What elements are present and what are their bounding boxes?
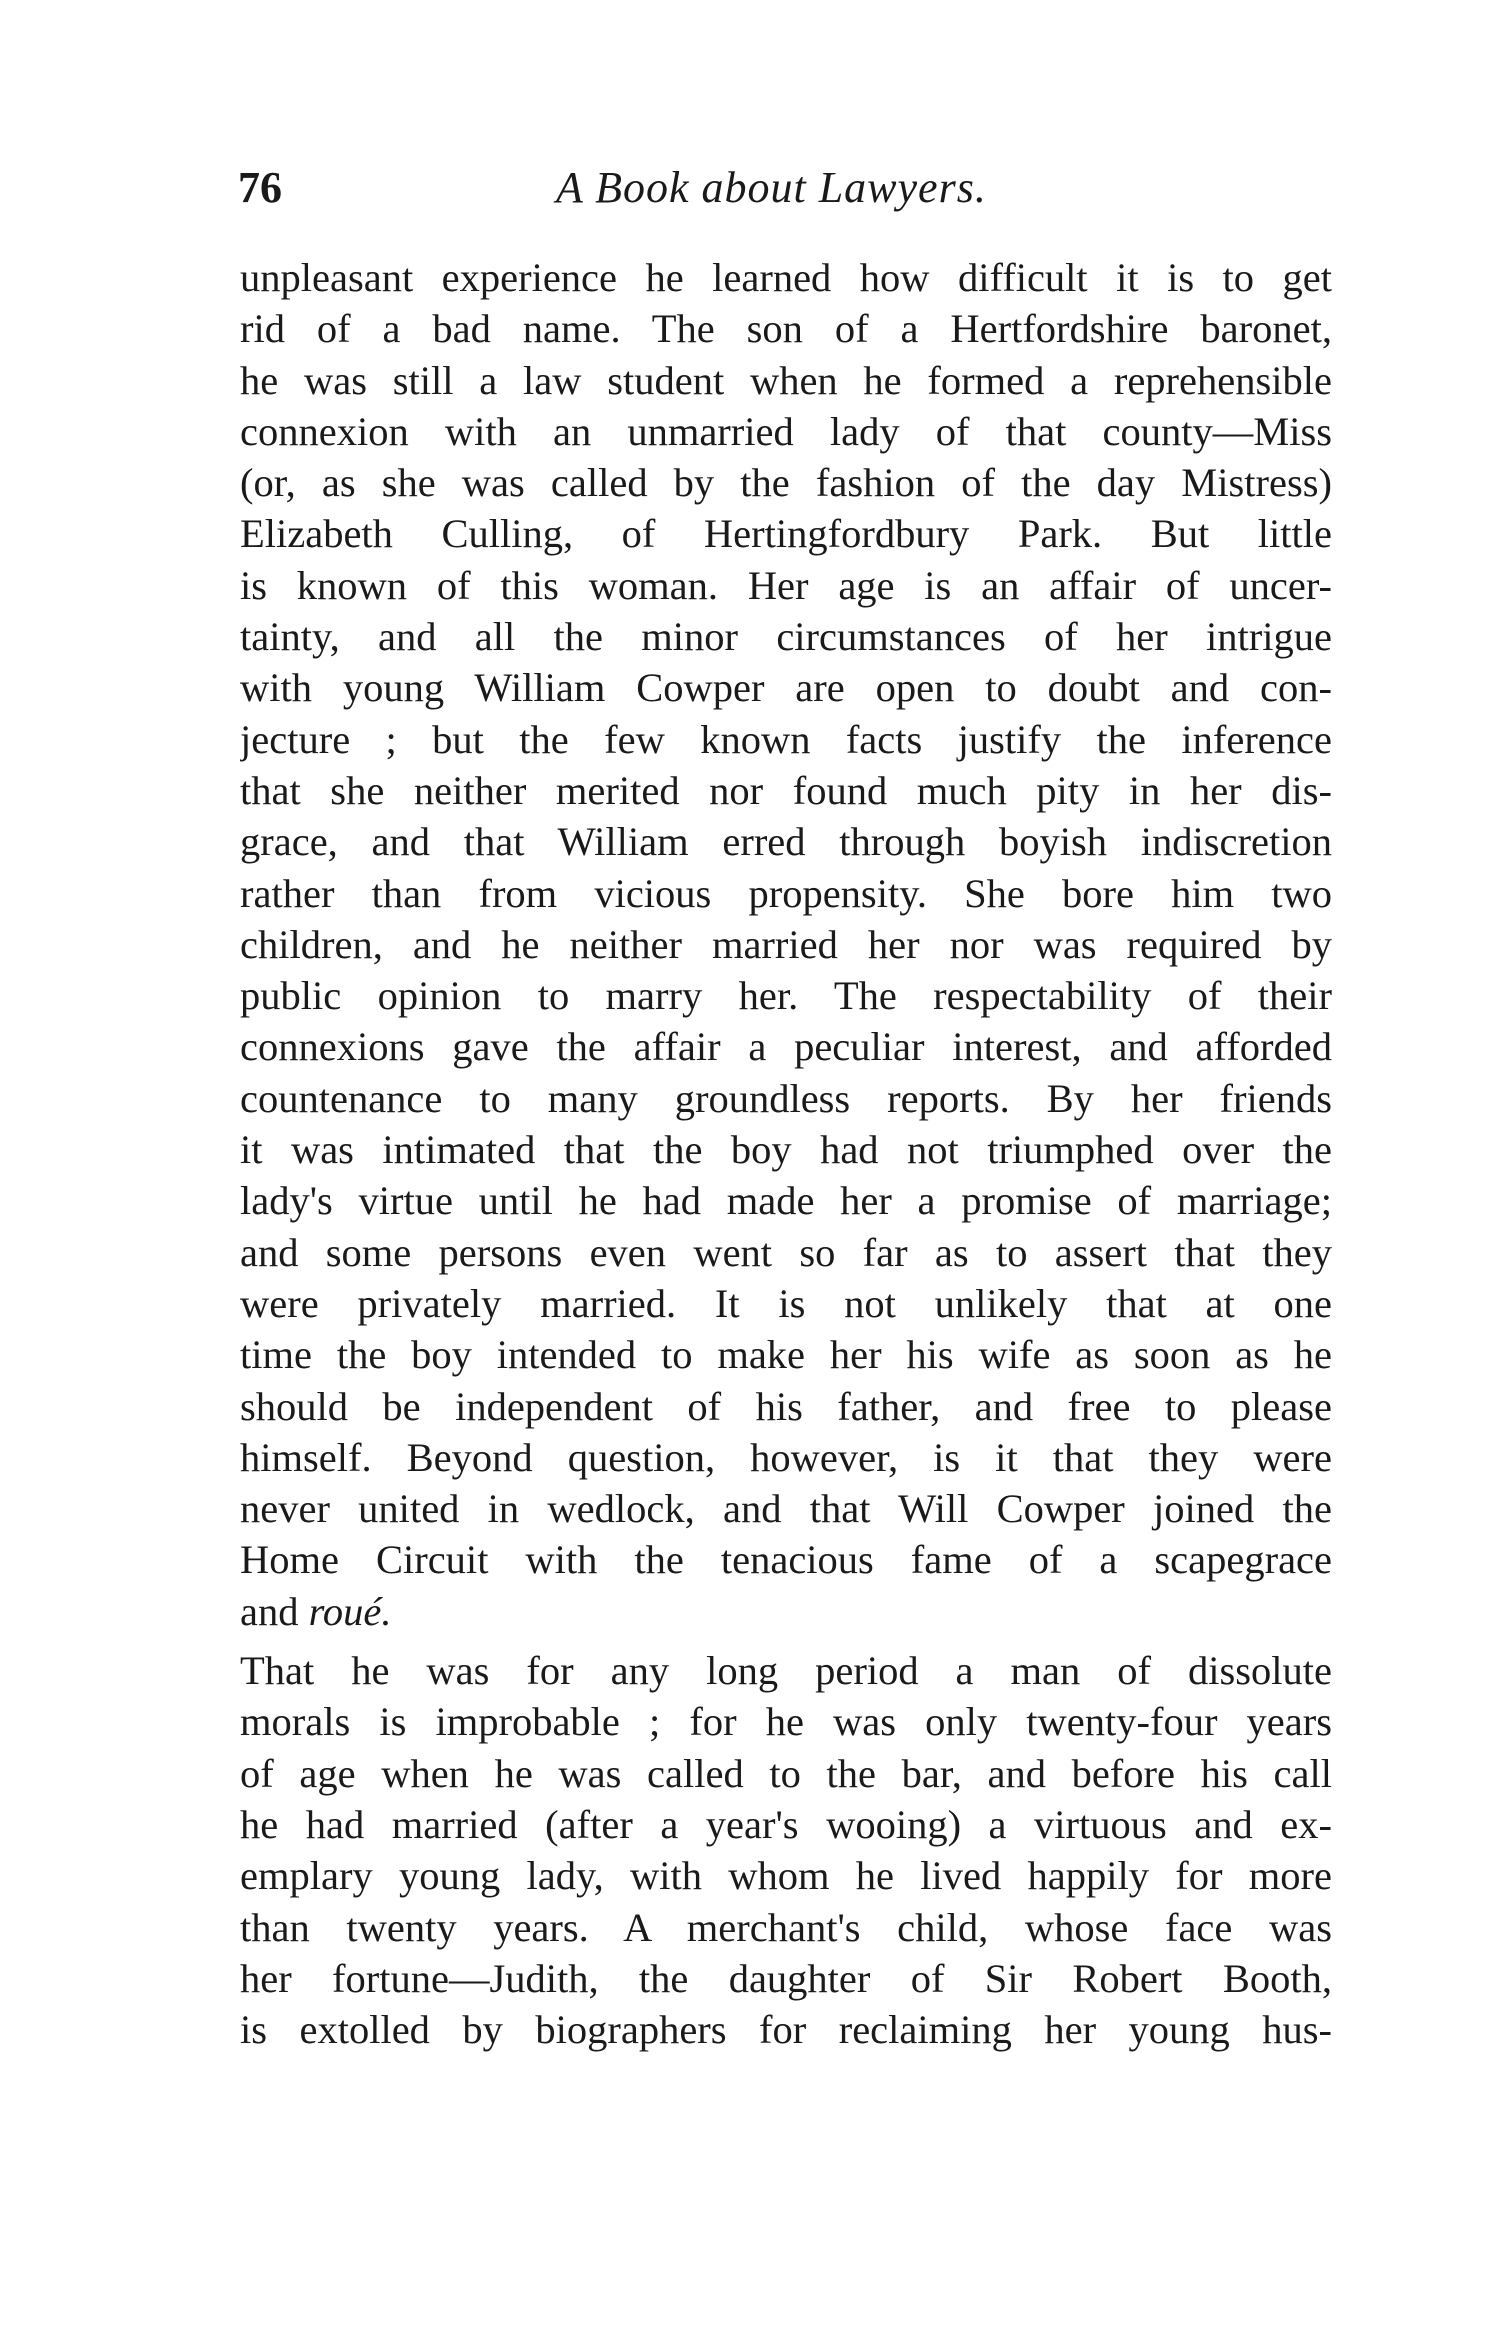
text-line: connexion with an unmarried lady of that county—Miss: [240, 408, 1332, 454]
text-line-final: [240, 1586, 1332, 1637]
text-line: Home Circuit with the tenacious fame of a scapegrace: [240, 1537, 1332, 1583]
text-line: never united in wedlock, and that Will Cowper joined the: [240, 1486, 1332, 1532]
text-line: lady's virtue until he had made her a promise of marriage;: [240, 1178, 1332, 1224]
text-line: he was still a law student when he formed a reprehensible: [240, 357, 1332, 403]
page-number: 76: [238, 163, 282, 212]
text-line: children, and he neither married her nor was required by: [240, 921, 1332, 967]
italic-word: roué.: [308, 1588, 392, 1634]
text-line: jecture ; but the few known facts justify the inference: [240, 716, 1332, 762]
text-line: with young William Cowper are open to doubt and con-: [240, 665, 1332, 711]
final-line-prefix: and: [240, 1588, 309, 1634]
running-head: [238, 158, 1328, 218]
text-line: were privately married. It is not unlikely that at one: [240, 1280, 1332, 1326]
paragraph-2: [240, 1645, 1332, 2055]
text-line: countenance to many groundless reports. By her friends: [240, 1075, 1332, 1121]
paragraph-gap: [240, 1637, 1332, 1645]
text-line: emplary young lady, with whom he lived happily for more: [240, 1853, 1332, 1899]
text-line: than twenty years. A merchant's child, whose face was: [240, 1904, 1332, 1950]
text-line: public opinion to marry her. The respectability of their: [240, 973, 1332, 1019]
text-line: unpleasant experience he learned how difficult it is to get: [240, 255, 1332, 300]
text-line: is extolled by biographers for reclaiming her young hus-: [240, 2007, 1332, 2053]
text-line: rid of a bad name. The son of a Hertfordshire baronet,: [240, 306, 1332, 352]
text-line: tainty, and all the minor circumstances of her intrigue: [240, 614, 1332, 660]
body-text: [240, 252, 1332, 2055]
text-line: should be independent of his father, and free to please: [240, 1383, 1332, 1429]
text-line: grace, and that William erred through boyish indiscretion: [240, 819, 1332, 865]
paragraph-1: [240, 252, 1332, 1637]
running-title: A Book about Lawyers.: [556, 163, 987, 212]
text-line: is known of this woman. Her age is an affair of uncer-: [240, 562, 1332, 608]
text-line: That he was for any long period a man of dissolute: [240, 1648, 1332, 1694]
text-line: he had married (after a year's wooing) a virtuous and ex-: [240, 1801, 1332, 1847]
text-line: that she neither merited nor found much pity in her dis-: [240, 767, 1332, 813]
text-line: time the boy intended to make her his wife as soon as he: [240, 1332, 1332, 1378]
text-line: morals is improbable ; for he was only twenty-four years: [240, 1699, 1332, 1745]
text-line: and some persons even went so far as to assert that they: [240, 1229, 1332, 1275]
text-line: connexions gave the affair a peculiar interest, and afforded: [240, 1024, 1332, 1070]
text-line: Elizabeth Culling, of Hertingfordbury Park. But little: [240, 511, 1332, 557]
text-line: (or, as she was called by the fashion of the day Mistress): [240, 460, 1332, 506]
text-line: rather than from vicious propensity. She bore him two: [240, 870, 1332, 916]
text-line: himself. Beyond question, however, is it that they were: [240, 1434, 1332, 1480]
text-line: of age when he was called to the bar, and before his call: [240, 1750, 1332, 1796]
text-line: her fortune—Judith, the daughter of Sir Robert Booth,: [240, 1955, 1332, 2001]
text-line: it was intimated that the boy had not triumphed over the: [240, 1127, 1332, 1173]
